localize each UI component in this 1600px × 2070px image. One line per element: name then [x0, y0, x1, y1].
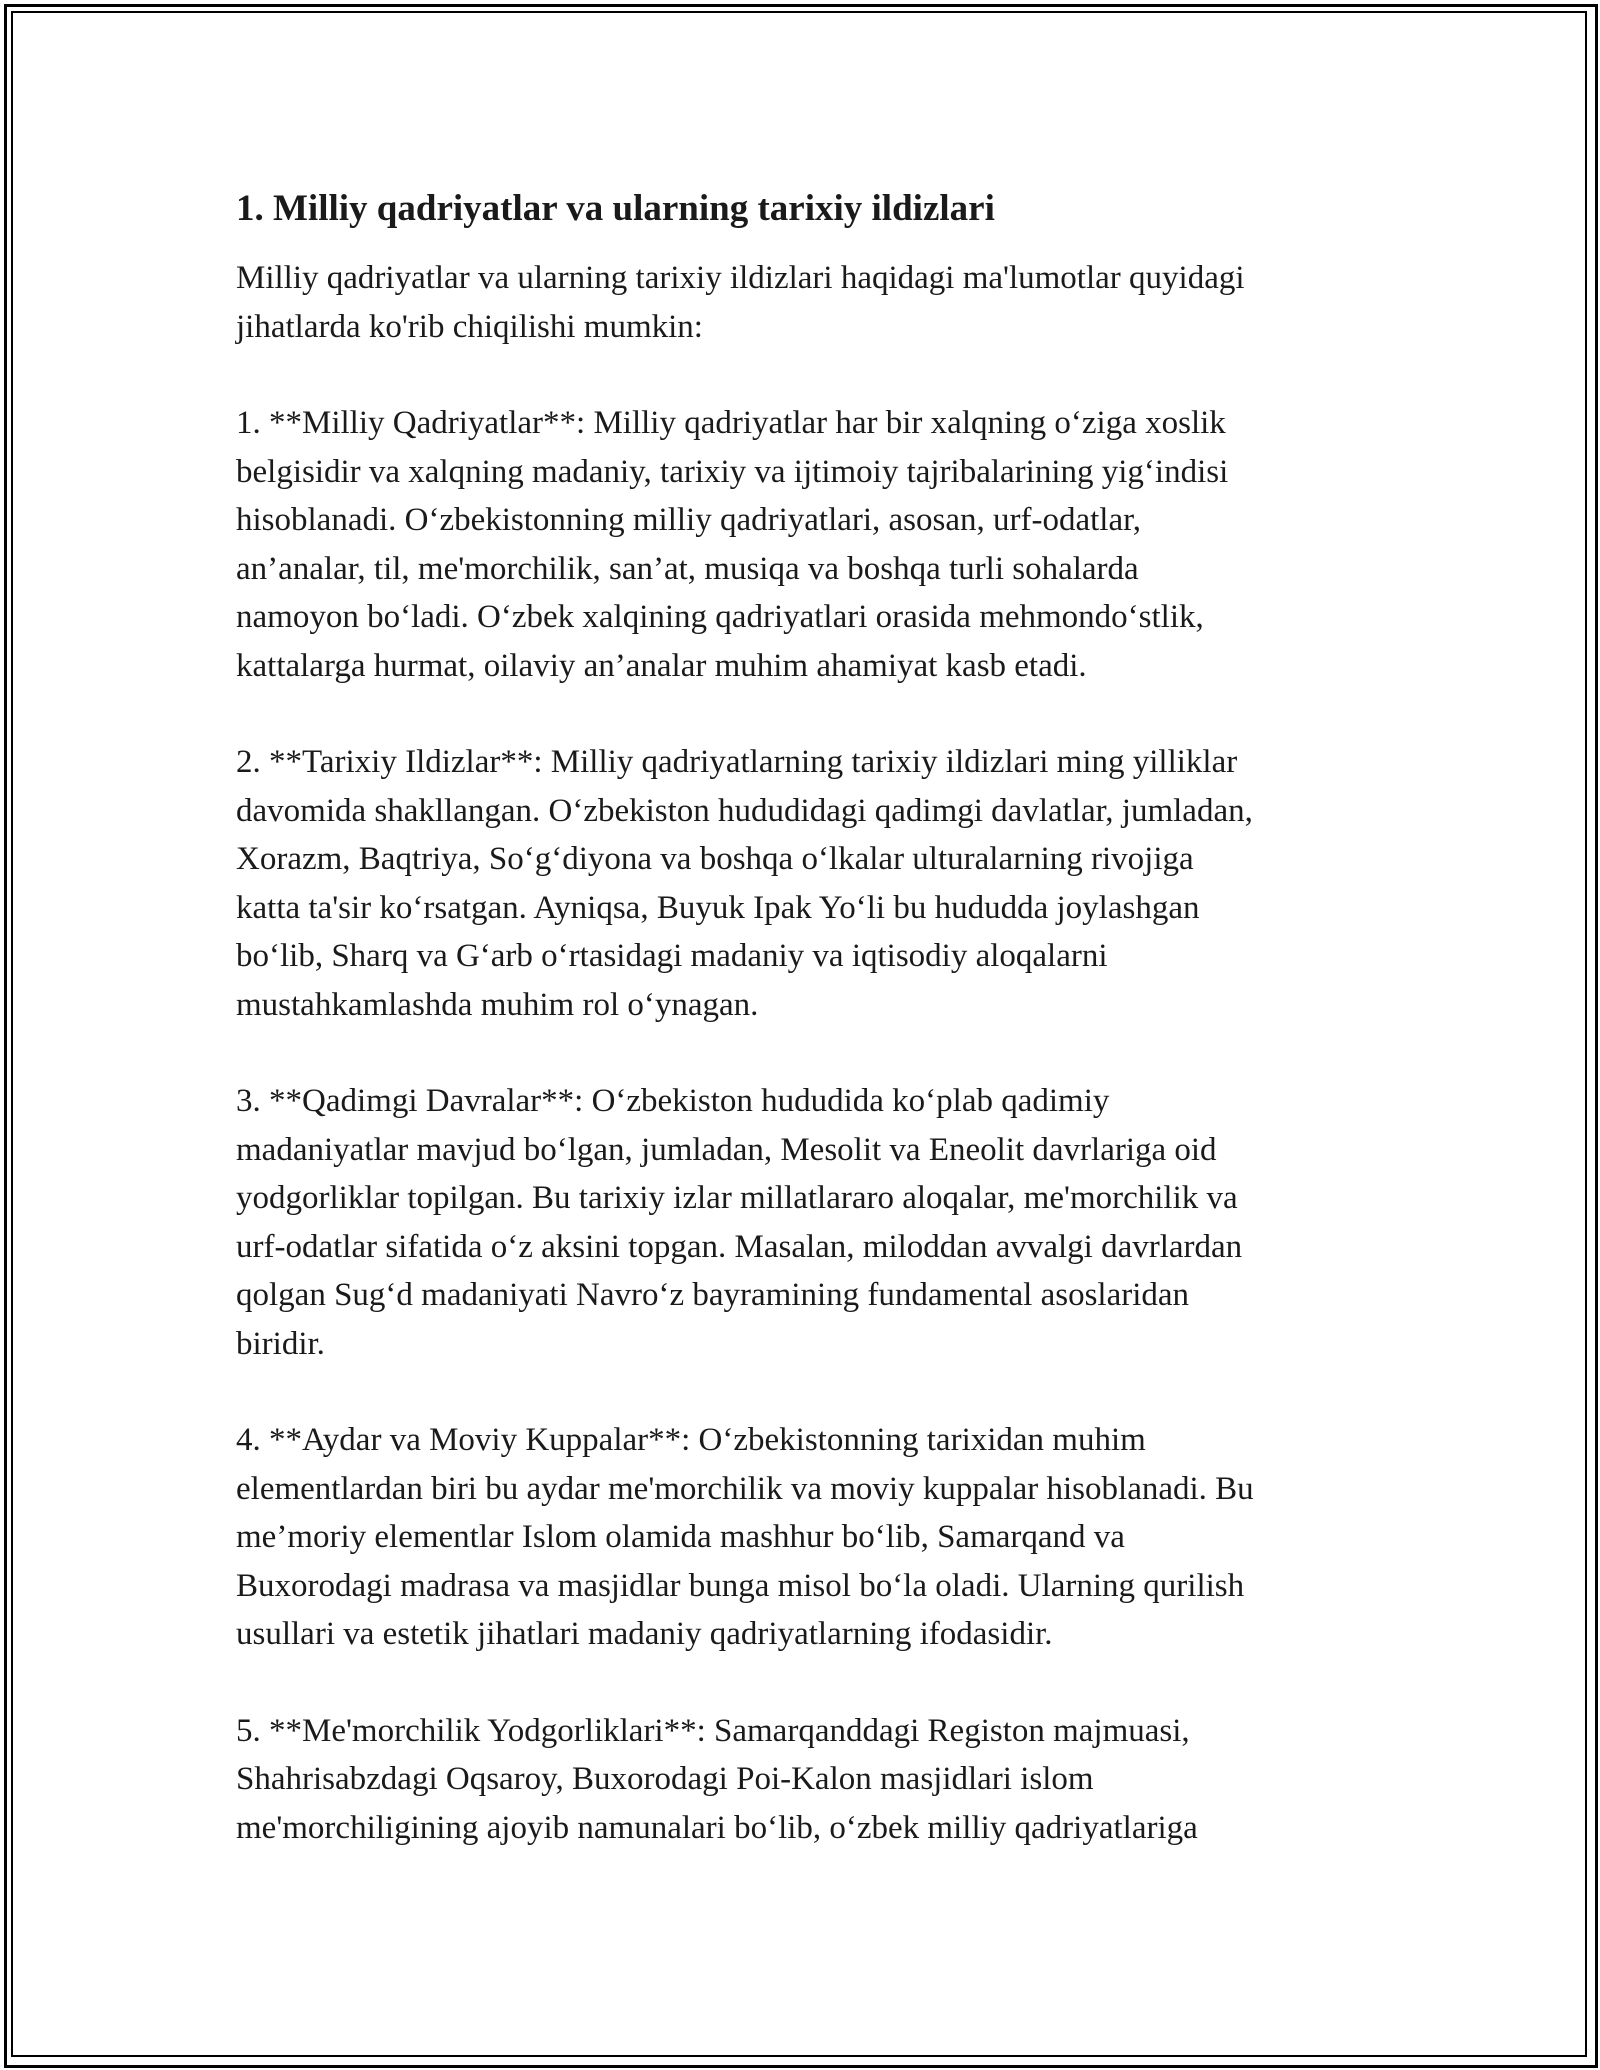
paragraph-line: hisoblanadi. O‘zbekistonning milliy qadriyatlari, asosan, urf-odatlar,: [236, 502, 1142, 538]
paragraph-line: usullari va estetik jihatlari madaniy qadriyatlarning ifodasidir.: [236, 1616, 1053, 1652]
point-5-paragraph: [236, 1707, 1386, 1853]
paragraph-line: madaniyatlar mavjud bo‘lgan, jumladan, Mesolit va Eneolit davrlariga oid: [236, 1131, 1217, 1168]
section-heading: 1. Milliy qadriyatlar va ularning tarixiy ildizlari: [236, 188, 995, 229]
paragraph-line: 1. **Milliy Qadriyatlar**: Milliy qadriyatlar har bir xalqning o‘ziga xoslik: [236, 405, 1226, 441]
paragraph-line: davomida shakllangan. O‘zbekiston hududidagi qadimgi davlatlar, jumladan,: [236, 792, 1253, 829]
point-2-paragraph: [236, 738, 1386, 1029]
paragraph-line: elementlardan biri bu aydar me'morchilik va moviy kuppalar hisoblanadi. Bu: [236, 1470, 1254, 1507]
paragraph-line: 5. **Me'morchilik Yodgorliklari**: Samarqanddagi Registon majmuasi,: [236, 1712, 1190, 1749]
point-3-paragraph: [236, 1077, 1386, 1368]
paragraph-line: Xorazm, Baqtriya, So‘g‘diyona va boshqa o‘lkalar ulturalarning rivojiga: [236, 841, 1194, 877]
paragraph-line: biridir.: [236, 1325, 325, 1362]
paragraph-line: qolgan Sug‘d madaniyati Navro‘z bayramining fundamental asoslaridan: [236, 1277, 1190, 1313]
paragraph-line: yodgorliklar topilgan. Bu tarixiy izlar millatlararo aloqalar, me'morchilik va: [236, 1180, 1238, 1216]
paragraph-line: Buxorodagi madrasa va masjidlar bunga misol bo‘la oladi. Ularning qurilish: [236, 1567, 1245, 1604]
paragraph-line: katta ta'sir ko‘rsatgan. Ayniqsa, Buyuk Ipak Yo‘li bu hududda joylashgan: [236, 889, 1200, 926]
paragraph-line: me'morchiligining ajoyib namunalari bo‘lib, o‘zbek milliy qadriyatlariga: [236, 1809, 1198, 1846]
intro-paragraph: [236, 254, 1386, 351]
point-1-paragraph: [236, 399, 1386, 690]
paragraph-line: me’moriy elementlar Islom olamida mashhur bo‘lib, Samarqand va: [236, 1519, 1125, 1555]
paragraph-line: urf-odatlar sifatida o‘z aksini topgan. Masalan, miloddan avvalgi davrlardan: [236, 1228, 1243, 1265]
paragraph-line: namoyon bo‘ladi. O‘zbek xalqining qadriyatlari orasida mehmondo‘stlik,: [236, 599, 1204, 635]
paragraph-line: mustahkamlashda muhim rol o‘ynagan.: [236, 986, 759, 1023]
paragraph-line: kattalarga hurmat, oilaviy an’analar muhim ahamiyat kasb etadi.: [236, 647, 1087, 684]
paragraph-line: jihatlarda ko'rib chiqilishi mumkin:: [236, 308, 703, 345]
paragraph-line: bo‘lib, Sharq va G‘arb o‘rtasidagi madaniy va iqtisodiy aloqalarni: [236, 938, 1108, 974]
paragraph-line: 2. **Tarixiy Ildizlar**: Milliy qadriyatlarning tarixiy ildizlari ming yilliklar: [236, 744, 1238, 780]
paragraph-line: belgisidir va xalqning madaniy, tarixiy va ijtimoiy tajribalarining yig‘indisi: [236, 453, 1229, 490]
paragraph-line: an’analar, til, me'morchilik, san’at, musiqa va boshqa turli sohalarda: [236, 550, 1139, 587]
paragraph-line: 4. **Aydar va Moviy Kuppalar**: O‘zbekistonning tarixidan muhim: [236, 1422, 1146, 1458]
paragraph-line: Milliy qadriyatlar va ularning tarixiy ildizlari haqidagi ma'lumotlar quyidagi: [236, 260, 1245, 296]
document-body: [236, 186, 1386, 1900]
point-4-paragraph: [236, 1416, 1386, 1659]
paragraph-line: Shahrisabzdagi Oqsaroy, Buxorodagi Poi-Kalon masjidlari islom: [236, 1761, 1094, 1797]
paragraph-line: 3. **Qadimgi Davralar**: O‘zbekiston hududida ko‘plab qadimiy: [236, 1083, 1110, 1119]
